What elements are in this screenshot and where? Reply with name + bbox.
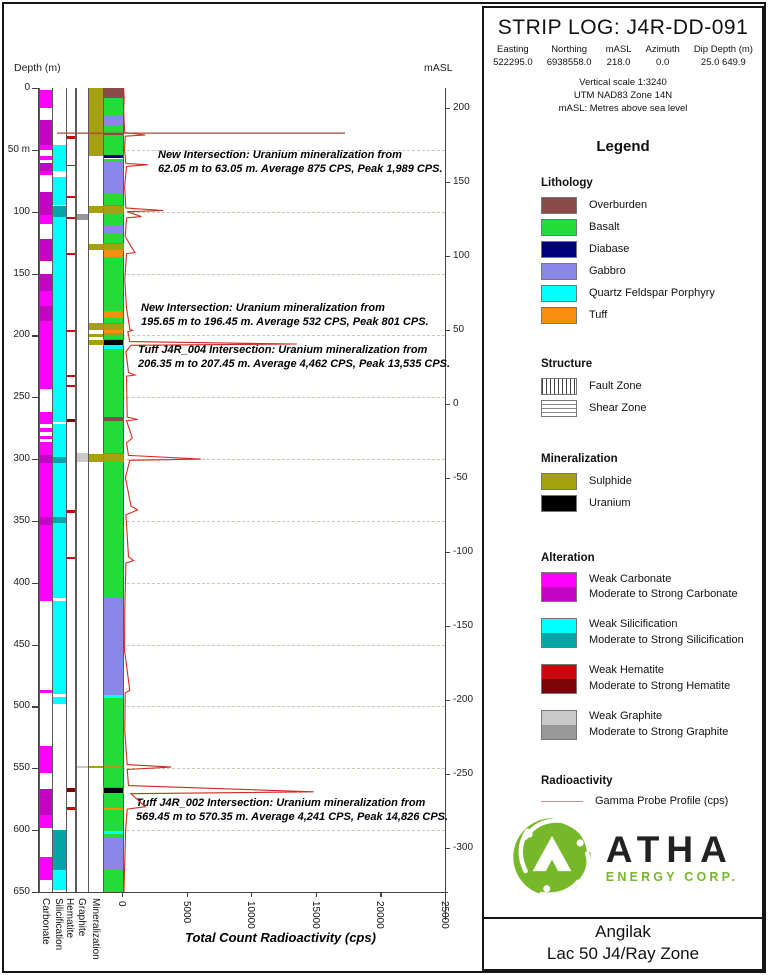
shear-zone-swatch (541, 400, 577, 417)
alteration-labels (589, 617, 744, 649)
atha-logo-icon (508, 813, 596, 901)
gamma-line-swatch (541, 801, 583, 802)
project-name: Angilak (595, 922, 651, 941)
legend-row-alteration (541, 663, 762, 695)
scale-note: mASL: Metres above sea level (558, 103, 688, 115)
alteration-swatch (541, 572, 577, 602)
depth-tick-label: 350 (13, 514, 30, 526)
column-label-silicification: Silicification (52, 898, 64, 951)
legend-row-alteration (541, 617, 762, 649)
brand-subtitle: ENERGY CORP. (605, 869, 739, 884)
strong-swatch (542, 725, 576, 739)
legend-row-lithology (541, 263, 762, 280)
weak-swatch (542, 665, 576, 679)
alteration-heading: Alteration (541, 551, 595, 564)
masl-tick-label: -50 (453, 472, 468, 483)
depth-tick-label: 50 m (7, 143, 30, 155)
gamma-tick-label: 10000 (245, 901, 257, 929)
masl-tick-label: -250 (453, 768, 474, 779)
meta-label: mASL (605, 44, 632, 55)
meta-value: 218.0 (606, 56, 631, 68)
lithology-label: Tuff (589, 309, 608, 322)
meta-column (645, 44, 679, 70)
column-label-hematite: Hematite (64, 898, 75, 939)
depth-tick-label: 600 (13, 824, 30, 836)
mineralization-legend (484, 473, 762, 512)
weak-label: Weak Carbonate (589, 572, 672, 585)
weak-swatch (542, 711, 576, 725)
scale-note: UTM NAD83 Zone 14N (573, 89, 673, 101)
depth-tick-label: 300 (13, 453, 30, 465)
structure-label: Shear Zone (589, 402, 647, 415)
meta-value: 0.0 (656, 56, 670, 68)
annotation-line: 62.05 m to 63.05 m. Average 875 CPS, Peak 1,989 CPS. (158, 162, 443, 175)
depth-tick-label: 150 (13, 267, 30, 279)
mineralization-label: Uranium (589, 497, 631, 510)
lithology-label: Overburden (589, 199, 648, 212)
project-footer (482, 917, 764, 971)
masl-tick-label: 150 (453, 176, 470, 187)
masl-tick-label: -100 (453, 546, 474, 557)
depth-axis-title: Depth (m) (14, 62, 61, 74)
depth-tick-label: 100 (13, 205, 30, 217)
legend-row-lithology (541, 285, 762, 302)
logo-wordmark (605, 828, 739, 884)
log-title: STRIP LOG: J4R-DD-091 (497, 16, 749, 39)
meta-label: Northing (551, 44, 588, 55)
annotation-line: New Intersection: Uranium mineralization from (141, 302, 385, 314)
depth-tick-label: 0 (24, 82, 30, 93)
structure-label: Fault Zone (589, 380, 642, 393)
legend-row-lithology (541, 307, 762, 324)
weak-label: Weak Hematite (589, 664, 664, 677)
masl-tick-label: 200 (453, 102, 470, 113)
radioactivity-heading: Radioactivity (541, 775, 613, 788)
annotation-line: 569.45 m to 570.35 m. Average 4,241 CPS, Peak 14,826 CPS. (136, 810, 449, 823)
mineralization-label: Sulphide (589, 475, 632, 488)
strong-label: Moderate to Strong Carbonate (589, 588, 738, 601)
brand-name: ATHA (605, 828, 734, 870)
meta-label: Azimuth (645, 44, 680, 55)
depth-tick-label: 450 (13, 638, 30, 650)
alteration-swatch (541, 664, 577, 694)
collar-metadata (484, 44, 762, 70)
alteration-labels (589, 709, 728, 741)
lithology-swatch (541, 219, 577, 236)
weak-label: Weak Silicification (589, 618, 678, 631)
weak-label: Weak Graphite (589, 710, 663, 723)
strong-label: Moderate to Strong Hematite (589, 680, 731, 693)
scale-note: Vertical scale 1:3240 (579, 76, 667, 88)
legend-row-lithology (541, 219, 762, 236)
legend-title: Legend (596, 137, 650, 155)
legend-row-mineralization (541, 473, 762, 490)
gamma-tick-label: 15000 (309, 901, 321, 929)
meta-column (547, 44, 592, 70)
meta-value: 522295.0 (493, 56, 533, 68)
strong-swatch (542, 679, 576, 693)
meta-value: 25.0 649.9 (700, 56, 746, 68)
column-label-carbonate: Carbonate (39, 898, 51, 945)
annotation-line: Tuff J4R_002 Intersection: Uranium mineralization from (136, 797, 426, 809)
depth-tick-label: 650 (13, 886, 30, 897)
depth-tick-label: 250 (13, 391, 30, 403)
meta-column (694, 44, 753, 70)
weak-swatch (542, 573, 576, 587)
alteration-labels (589, 572, 738, 604)
gamma-tick-label: 0 (116, 901, 127, 907)
meta-label: Easting (497, 44, 529, 55)
lithology-swatch (541, 197, 577, 214)
meta-label: Dip Depth (m) (693, 44, 753, 55)
lithology-swatch (541, 307, 577, 324)
alteration-swatch (541, 710, 577, 740)
radioactivity-label: Gamma Probe Profile (cps) (595, 795, 729, 808)
structure-heading: Structure (541, 357, 593, 370)
masl-tick-label: 100 (453, 250, 470, 261)
masl-tick-label: -150 (453, 620, 474, 631)
structure-legend (484, 378, 762, 417)
gamma-axis-title: Total Count Radioactivity (cps) (185, 930, 376, 945)
lithology-heading: Lithology (541, 176, 593, 189)
mineralization-swatch (541, 495, 577, 512)
meta-column (606, 44, 632, 70)
masl-tick-label: -200 (453, 694, 474, 705)
legend-row-structure (541, 400, 762, 417)
legend-row-alteration (541, 709, 762, 741)
depth-tick-label: 550 (13, 762, 30, 774)
annotation-line: Tuff J4R_004 Intersection: Uranium mineralization from (138, 344, 428, 356)
lithology-label: Gabbro (589, 265, 626, 278)
depth-tick-label: 500 (13, 700, 30, 712)
masl-tick-label: 0 (453, 398, 459, 409)
zone-name: Lac 50 J4/Ray Zone (546, 944, 700, 963)
column-label-mineralization: Mineralization (89, 898, 101, 960)
masl-tick-label: 50 (453, 324, 465, 335)
annotation-line: 206.35 m to 207.45 m. Average 4,462 CPS, Peak 13,535 CPS. (138, 357, 451, 370)
meta-column (493, 44, 533, 70)
legend-row-lithology (541, 241, 762, 258)
lithology-swatch (541, 285, 577, 302)
gamma-tick-label: 25000 (439, 901, 450, 929)
gamma-tick-label: 20000 (374, 901, 386, 929)
alteration-legend (484, 572, 762, 742)
scale-notes (484, 76, 762, 116)
lithology-swatch (541, 241, 577, 258)
alteration-swatch (541, 618, 577, 648)
lithology-label: Basalt (589, 221, 620, 234)
mineralization-swatch (541, 473, 577, 490)
mineralization-heading: Mineralization (541, 452, 618, 465)
legend-row-radioactivity (541, 795, 762, 807)
strong-label: Moderate to Strong Graphite (589, 726, 729, 739)
lithology-label: Quartz Feldspar Porphyry (589, 287, 715, 300)
legend-row-alteration (541, 572, 762, 604)
depth-tick-label: 400 (13, 576, 30, 588)
gamma-tick-label: 5000 (180, 901, 192, 924)
lithology-swatch (541, 263, 577, 280)
annotation-line: 195.65 m to 196.45 m. Average 532 CPS, Peak 801 CPS. (141, 315, 429, 328)
masl-tick-label: -300 (453, 842, 474, 853)
alteration-labels (589, 663, 730, 695)
legend-row-structure (541, 378, 762, 395)
strong-swatch (542, 633, 576, 647)
lithology-legend (484, 197, 762, 324)
company-logo (484, 813, 762, 901)
info-panel (482, 6, 764, 919)
gamma-profile-line (124, 88, 314, 892)
annotation-line: New Intersection: Uranium mineralization from (158, 149, 402, 161)
column-label-graphite: Graphite (76, 898, 87, 937)
legend-row-mineralization (541, 495, 762, 512)
fault-zone-swatch (541, 378, 577, 395)
meta-value: 6938558.0 (546, 56, 592, 68)
legend-row-lithology (541, 197, 762, 214)
lithology-label: Diabase (589, 243, 630, 256)
radioactivity-legend (484, 795, 762, 807)
depth-tick-label: 200 (13, 329, 30, 341)
strong-swatch (542, 587, 576, 601)
weak-swatch (542, 619, 576, 633)
masl-axis-title: mASL (424, 62, 453, 74)
strong-label: Moderate to Strong Silicification (589, 634, 744, 647)
